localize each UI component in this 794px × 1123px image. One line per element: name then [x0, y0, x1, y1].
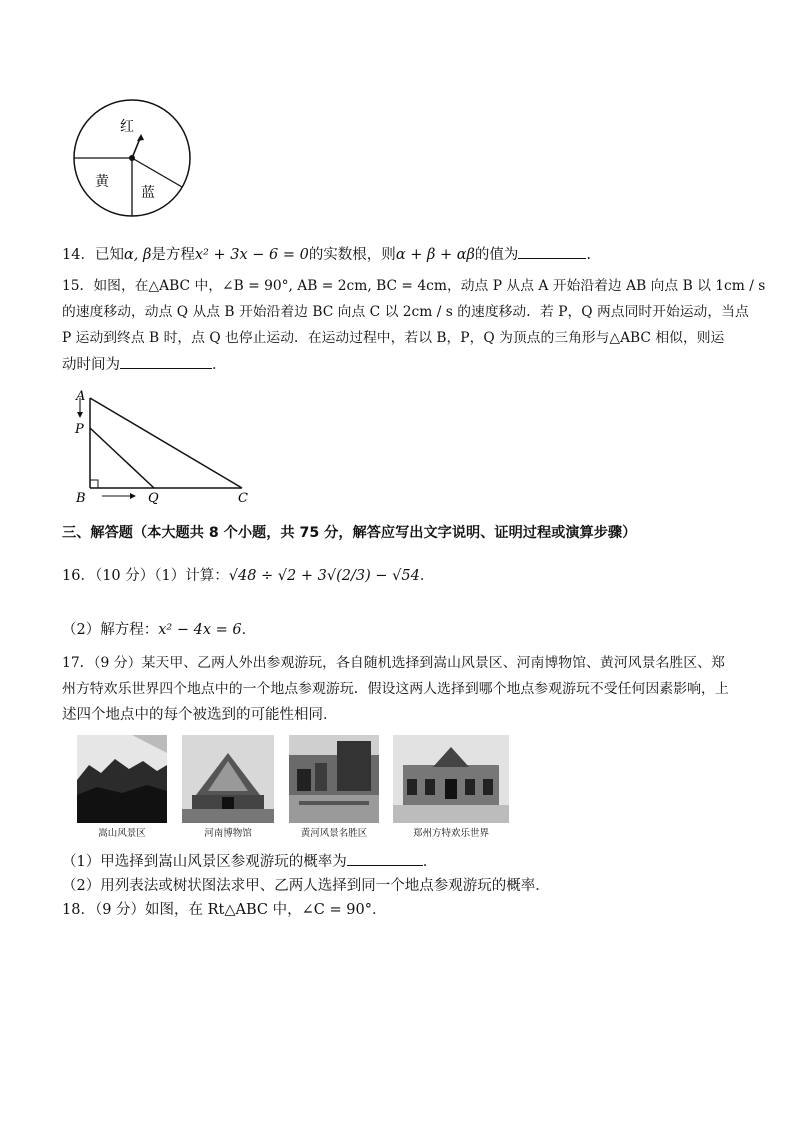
question-16-part-2: （2）解方程：x² − 4x = 6．	[62, 622, 257, 638]
question-17-sub-1: （1）甲选择到嵩山风景区参观游玩的概率为 ．	[62, 851, 437, 872]
caption-fantawild: 郑州方特欢乐世界	[412, 828, 489, 839]
arrow-a-to-p-head	[77, 412, 83, 418]
question-15-line-4: 动时间为 ．	[62, 354, 227, 375]
segment-pq	[90, 428, 154, 488]
spinner-label-yellow: 黄	[95, 174, 109, 190]
question-17-line-3: 述四个地点中的每个被选到的可能性相同．	[62, 707, 338, 723]
side-ac	[90, 398, 242, 488]
photo-fantawild	[393, 735, 509, 823]
photo-yellow-river	[289, 735, 379, 823]
question-14: 14．已知α, β是方程x² + 3x − 6 = 0的实数根，则α + β + αβ的值为 .	[62, 244, 591, 265]
question-17-line-1: 17．（9 分）某天甲、乙两人外出参观游玩，各自随机选择到嵩山风景区、河南博物馆、黄河风景名胜区、郑	[62, 655, 725, 671]
question-15-line-2: 的速度移动，动点 Q 从点 B 开始沿着边 BC 向点 C 以 2cm / s 的速度移动．若 P，Q 两点同时开始运动，当点	[62, 304, 749, 320]
arrow-b-to-q-head	[130, 493, 136, 499]
spinner-label-red: 红	[120, 119, 134, 135]
caption-henan-museum: 河南博物馆	[204, 828, 252, 839]
answer-blank-15[interactable]	[120, 354, 212, 369]
section-3-heading: 三、解答题（本大题共 8 个小题，共 75 分，解答应写出文字说明、证明过程或演算步骤）	[62, 525, 637, 541]
question-17-line-2: 州方特欢乐世界四个地点中的一个地点参观游玩．假设这两人选择到哪个地点参观游玩不受任何因素影响，上	[62, 681, 729, 697]
question-18: 18．（9 分）如图，在 Rt△ABC 中，∠C = 90°．	[62, 902, 387, 918]
spinner-pointer-arrowhead	[137, 134, 144, 141]
question-16-part-1: 16．（10 分）（1）计算：√48 ÷ √2 + 3√(2/3) − √54．	[62, 568, 435, 584]
caption-songshan: 嵩山风景区	[98, 828, 146, 839]
right-angle-mark	[90, 480, 98, 488]
label-a: A	[76, 389, 86, 404]
photo-henan-museum	[182, 735, 274, 823]
answer-blank-14[interactable]	[518, 244, 586, 259]
photo-songshan	[77, 735, 167, 823]
spinner-divider-right	[132, 158, 182, 187]
spinner-label-blue: 蓝	[141, 185, 155, 201]
caption-yellow-river: 黄河风景名胜区	[300, 828, 368, 839]
question-15-line-1: 15．如图，在△ABC 中，∠B = 90°, AB = 2cm, BC = 4cm，动点 P 从点 A 开始沿着边 AB 向点 B 以 1cm / s	[62, 278, 766, 294]
label-p: P	[75, 422, 84, 437]
label-b: B	[76, 491, 86, 506]
label-q: Q	[148, 491, 159, 506]
question-17-sub-2: （2）用列表法或树状图法求甲、乙两人选择到同一个地点参观游玩的概率．	[62, 878, 550, 894]
question-15-line-3: P 运动到终点 B 时，点 Q 也停止运动．在运动过程中，若以 B，P，Q 为顶点的三角形与△ABC 相似，则运	[62, 330, 725, 346]
label-c: C	[238, 491, 248, 506]
answer-blank-17[interactable]	[347, 851, 423, 866]
spinner-figure	[68, 98, 198, 228]
triangle-figure	[72, 388, 262, 506]
